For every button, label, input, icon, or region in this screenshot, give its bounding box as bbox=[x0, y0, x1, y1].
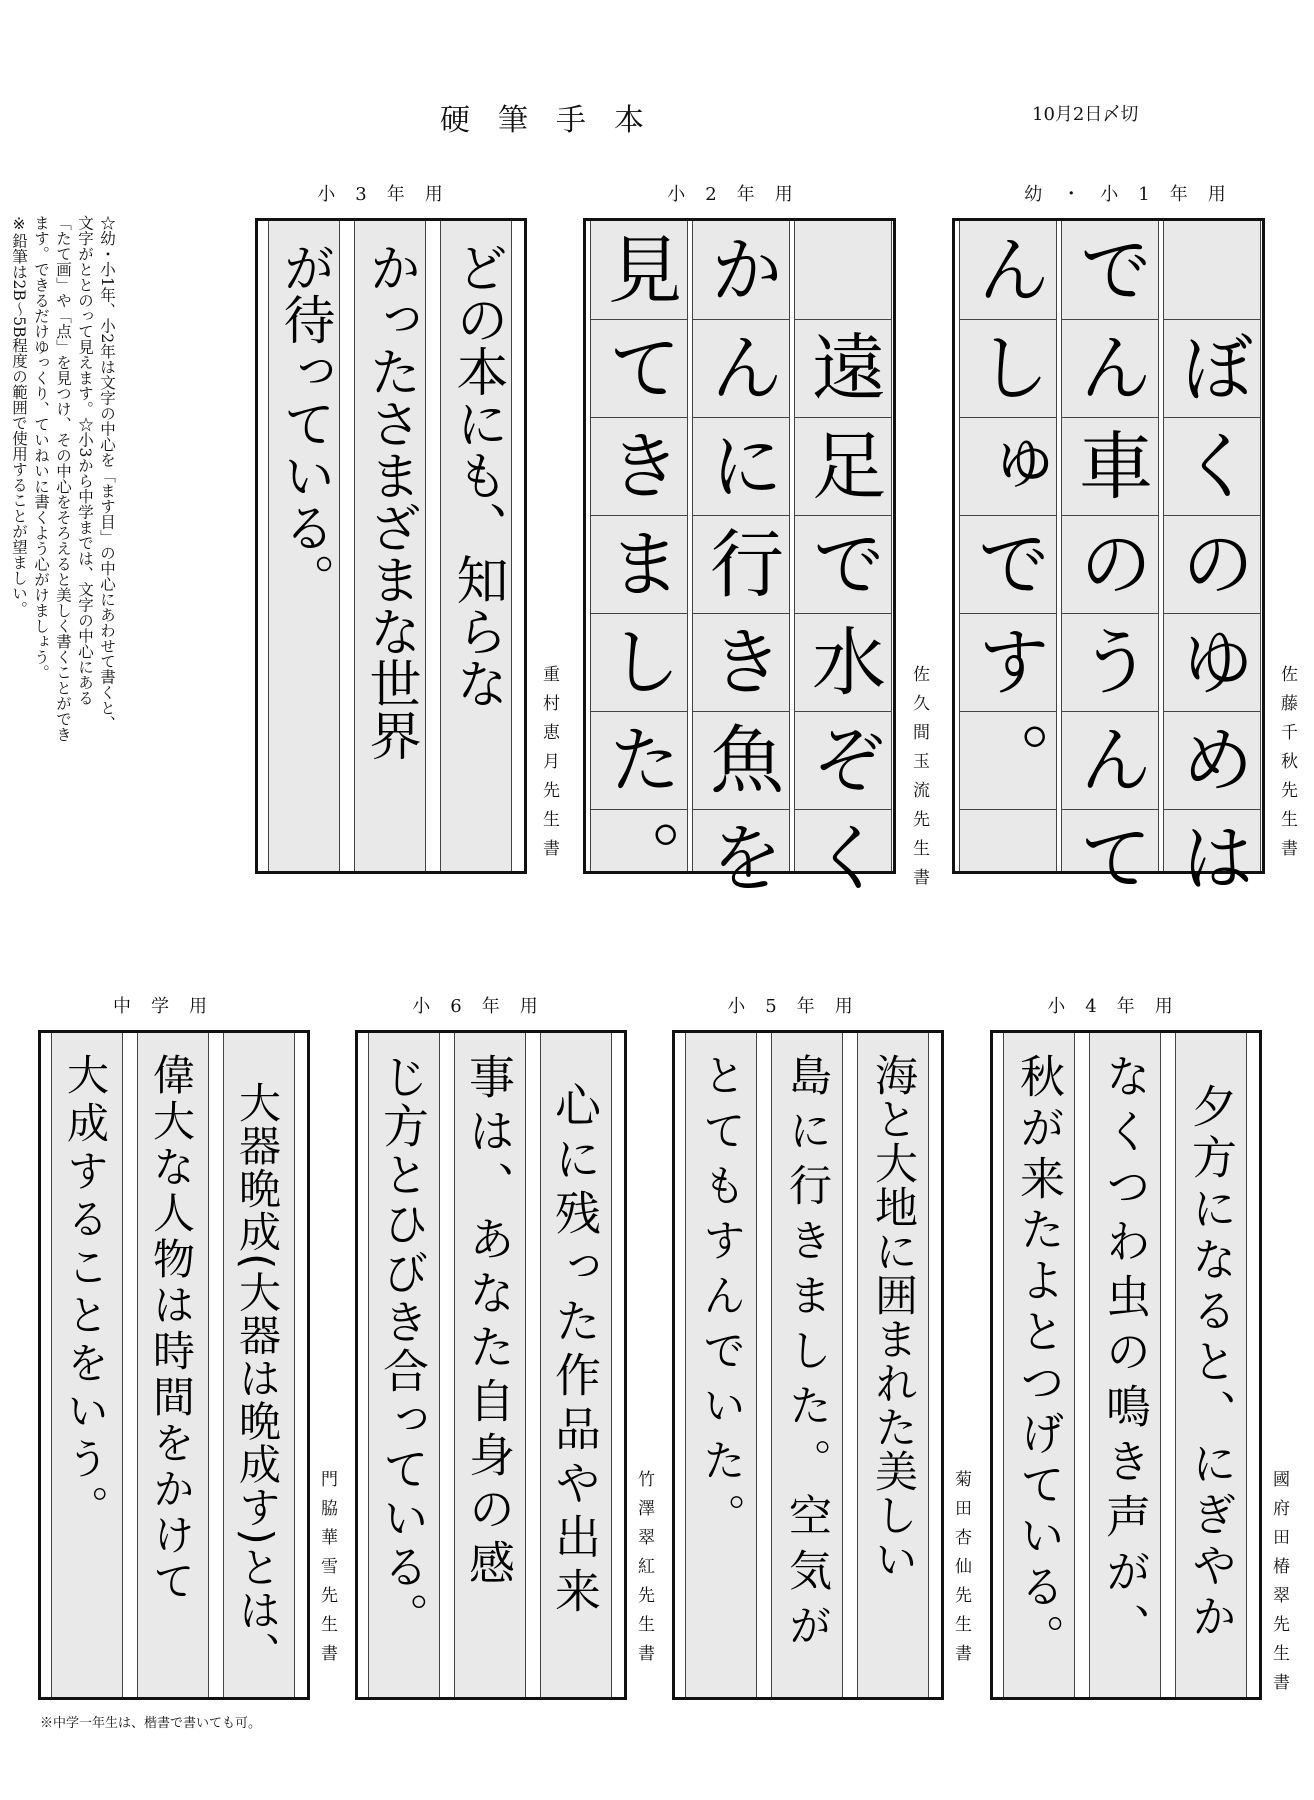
model-line-2: なくつわ虫の鳴き声が、 bbox=[1098, 1053, 1151, 1658]
notes-line-3: 「たて画」や「点」を見つけ、その中心をそろえると美しく書くことができ bbox=[54, 215, 72, 742]
model-line-2: かったさまざまな世界 bbox=[360, 241, 420, 761]
grade-label-g1: 幼・小1年用 bbox=[1024, 184, 1246, 205]
model-line-3: とてもすんでいた。 bbox=[696, 1053, 746, 1548]
model-panel-g2 bbox=[583, 218, 896, 917]
model-line-3: が待っている。 bbox=[274, 241, 334, 605]
model-line-2: 偉大な人物は時間をかけて bbox=[147, 1053, 196, 1605]
notes-line-1: ☆幼・小1年、小2年は文字の中心を「ます目」の中心にあわせて書くと、 bbox=[98, 215, 116, 731]
notes-line-4: ます。できるだけゆっくり、ていねいに書くよう心がけましょう。 bbox=[32, 215, 50, 680]
model-line-2: 事は、あなた自身の感 bbox=[462, 1053, 516, 1593]
model-line-3: じ方とひびき合っている。 bbox=[376, 1053, 430, 1641]
grade-label-g2: 小2年用 bbox=[667, 184, 813, 205]
teacher-credit-g2: 佐久間玉流先生書 bbox=[909, 665, 929, 897]
deadline-label: 10月2日〆切 bbox=[1032, 104, 1139, 125]
grade-label-gm: 中学用 bbox=[113, 996, 227, 1017]
grade-label-g4: 小4年用 bbox=[1047, 996, 1193, 1017]
teacher-credit-gm: 門脇華雪先生書 bbox=[317, 1470, 337, 1673]
teacher-credit-g6: 竹澤翠紅先生書 bbox=[634, 1470, 654, 1673]
model-panel-g6 bbox=[355, 1030, 627, 1700]
model-line-1: 海と大地に囲まれた美しい bbox=[868, 1053, 918, 1581]
model-line-3: 見てきました。 bbox=[596, 231, 682, 917]
model-line-1: 夕方になると、にぎやか bbox=[1184, 1083, 1237, 1644]
model-line-3: 大成することをいう。 bbox=[61, 1053, 110, 1533]
model-line-2: かんに行き魚を bbox=[698, 231, 784, 917]
teacher-credit-g5: 菊田杏仙先生書 bbox=[951, 1470, 971, 1673]
model-line-1: ぼくのゆめは bbox=[1169, 329, 1255, 917]
footnote: ※中学一年生は、楷書で書いても可。 bbox=[40, 1716, 262, 1731]
model-line-2: でん車のうんて bbox=[1067, 231, 1153, 917]
grade-label-g5: 小5年用 bbox=[727, 996, 873, 1017]
model-panel-g5 bbox=[672, 1030, 944, 1700]
grade-label-g3: 小3年用 bbox=[317, 184, 463, 205]
model-line-1: 心に残った作品や出来 bbox=[548, 1081, 602, 1621]
model-line-3: 秋が来たよとつげている。 bbox=[1012, 1053, 1065, 1665]
model-panel-g1 bbox=[952, 218, 1265, 917]
model-line-3: んしゅです。 bbox=[965, 231, 1051, 819]
grade-label-g6: 小6年用 bbox=[412, 996, 558, 1017]
notes-line-5: ※鉛筆は2B～5B程度の範囲で使用することが望ましい。 bbox=[10, 215, 28, 617]
teacher-credit-g4: 國府田椿翠先生書 bbox=[1269, 1470, 1289, 1702]
model-line-1: 遠足で水ぞく bbox=[800, 329, 886, 917]
model-line-2: 島に行きました。空気が bbox=[782, 1053, 832, 1658]
page-title: 硬筆手本 bbox=[440, 103, 672, 138]
model-panel-g4 bbox=[990, 1030, 1262, 1700]
teacher-credit-g1: 佐藤千秋先生書 bbox=[1277, 665, 1297, 868]
model-line-1: 大器晩成(大器は晩成す)とは、 bbox=[233, 1081, 282, 1675]
model-panel-gm bbox=[38, 1030, 310, 1700]
teacher-credit-g3: 重村恵月先生書 bbox=[539, 665, 559, 868]
model-line-1: どの本にも、知らな bbox=[447, 241, 507, 709]
instruction-notes bbox=[8, 215, 118, 775]
notes-line-2: 文字がととのって見えます。☆小3から中学までは、文字の中心にある bbox=[76, 215, 94, 706]
model-panel-g3 bbox=[255, 218, 527, 874]
